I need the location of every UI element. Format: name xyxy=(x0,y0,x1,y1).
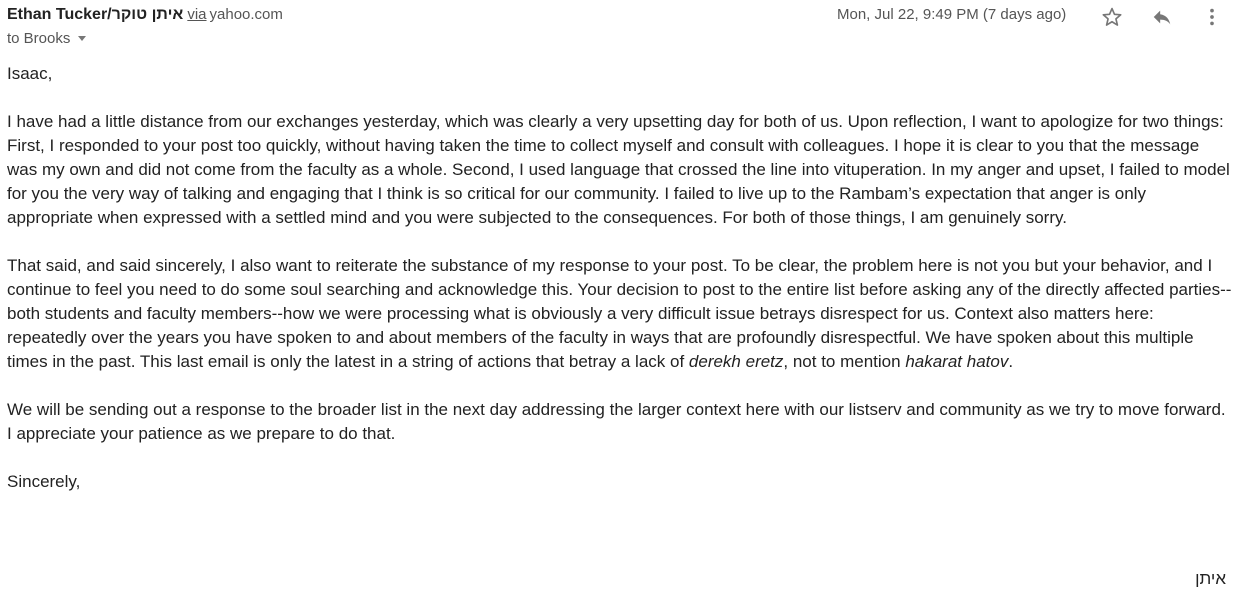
reply-icon xyxy=(1151,6,1173,28)
reply-button[interactable] xyxy=(1150,5,1174,29)
recipient-text: to Brooks xyxy=(7,30,71,47)
more-options-button[interactable] xyxy=(1200,5,1224,29)
italic-term-derekh-eretz: derekh eretz xyxy=(688,352,784,371)
star-button[interactable] xyxy=(1100,5,1124,29)
paragraph-substance-connector: , not to mention xyxy=(783,352,906,371)
message-date: Mon, Jul 22, 9:49 PM (7 days ago) xyxy=(837,6,1067,23)
paragraph-substance-text: That said, and said sincerely, I also want to reiterate the substance of my response to your post. To be clear, the problem here is not you but your behavior, and I continue to feel you need to do some soul searching and acknowledge this. Your decision to post to the entire list before asking any of the directly affected parties--both students and faculty members--how we were processing what is obviously a very difficult issue betrays disrespect for us. Context also matters here: repeatedly over the years you have spoken to and about members of the faculty in ways that are profoundly disrespectful. We have spoken about this multiple times in the past. This last email is only the latest in a string of actions that betray a lack of xyxy=(7,256,1232,371)
paragraph-substance xyxy=(7,254,1232,374)
via-link[interactable]: via xyxy=(187,6,207,23)
paragraph-next-steps: We will be sending out a response to the broader list in the next day addressing the larger context here with our listserv and community as we try to move forward. I appreciate your patience as we prepare to do that. xyxy=(7,400,1226,443)
paragraph-substance-end: . xyxy=(1008,352,1014,371)
italic-term-hakarat-hatov: hakarat hatov xyxy=(905,352,1009,371)
via-domain: yahoo.com xyxy=(209,6,283,23)
recipient-details-toggle[interactable] xyxy=(7,29,86,49)
signature: איתן xyxy=(1195,569,1226,588)
paragraph-apology: I have had a little distance from our exchanges yesterday, which was clearly a very upsetting day for both of us. Upon reflection, I want to apologize for two things: First, I responded to your post too quickly, without having taken the time to collect myself and consult with colleagues. I hope it is clear to you that the message was my own and did not come from the faculty as a whole. Second, I used language that crossed the line into vituperation. In my anger and upset, I failed to model for you the very way of talking and engaging that I think is so critical for our community. I failed to live up to the Rambam’s expectation that anger is only appropriate when expressed with a settled mind and you were subjected to the consequences. For both of those things, I am genuinely sorry. xyxy=(7,112,1230,227)
more-vertical-icon xyxy=(1201,6,1223,28)
caret-down-icon[interactable] xyxy=(78,36,86,41)
message-body xyxy=(7,62,1232,494)
closing: Sincerely, xyxy=(7,472,81,491)
greeting: Isaac, xyxy=(7,64,53,83)
message-header xyxy=(7,5,1238,53)
sender-name[interactable]: Ethan Tucker/איתן טוקר xyxy=(7,6,184,23)
star-icon xyxy=(1101,6,1123,28)
sender-line xyxy=(7,5,283,25)
